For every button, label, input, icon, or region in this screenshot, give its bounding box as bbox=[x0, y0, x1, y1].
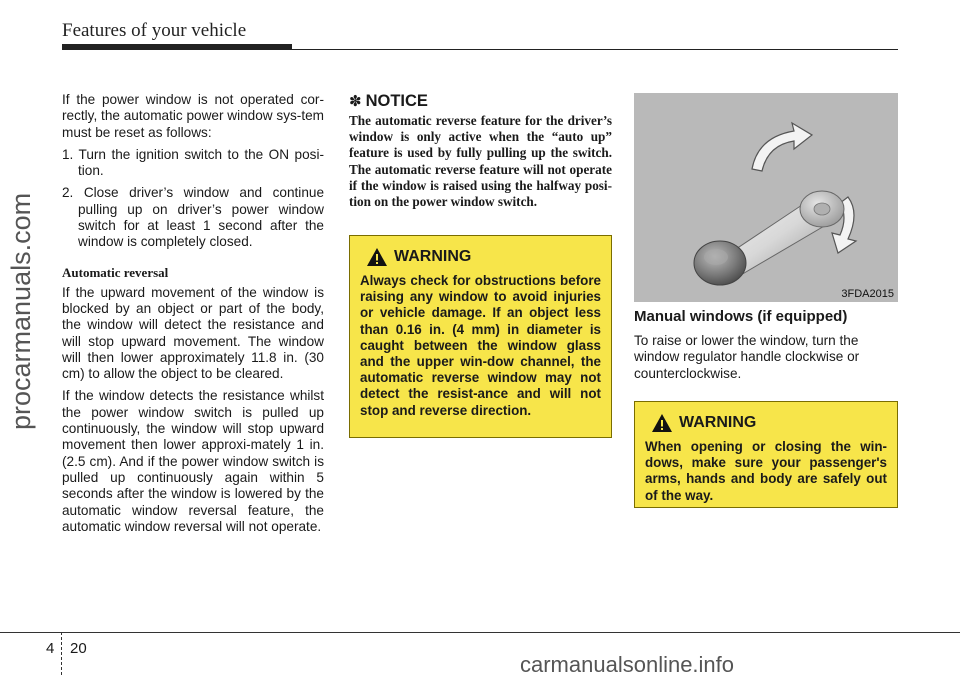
warning-title: WARNING bbox=[679, 414, 757, 431]
page-number: 20 bbox=[70, 640, 87, 657]
column-middle bbox=[349, 92, 612, 210]
notice-text: The automatic reverse feature for the driver’s window is only active when the “auto up” feature is used by fully pulling up the switch. The automatic reverse feature will not operate if the window is raised using the halfway posi-tion on the power window switch. bbox=[349, 113, 612, 210]
reversal-paragraph-2: If the window detects the resistance whilst the power window switch is pulled up continuously, the window will stop upward movement then lower approxi-mately 1 in. (2.5 cm). And if the power window switch is pulled up continuously again within 5 seconds after the window is lowered by the automatic window reversal feature, the automatic window reversal will not operate. bbox=[62, 388, 324, 534]
warning-box-passengers bbox=[634, 401, 898, 508]
reset-steps bbox=[62, 147, 324, 251]
window-regulator-figure bbox=[634, 93, 898, 302]
chapter-number: 4 bbox=[46, 640, 55, 657]
warning-triangle-icon bbox=[651, 413, 673, 433]
intro-paragraph: If the power window is not operated cor-rectly, the automatic power window sys-tem must be reset as follows: bbox=[62, 92, 324, 140]
footer-rule bbox=[0, 632, 960, 633]
bottom-watermark[interactable]: carmanualsonline.info bbox=[520, 652, 735, 677]
reset-step-1: 1. Turn the ignition switch to the ON posi-tion. bbox=[62, 146, 324, 179]
warning-triangle-icon bbox=[366, 247, 388, 267]
figure-code: 3FDA2015 bbox=[841, 288, 894, 300]
manual-windows-text: To raise or lower the window, turn the window regulator handle clockwise or counterclockwise. bbox=[634, 333, 860, 381]
column-left bbox=[62, 92, 324, 541]
warning-text: Always check for obstructions before raising any window to avoid injuries or vehicle damage. If an object less than 0.16 in. (4 mm) in diameter is caught between the window glass and the upper win-dow channel, the automatic reverse window may not detect the resist-ance and will not stop and reverse direction. bbox=[360, 273, 601, 418]
warning-text: When opening or closing the win-dows, make sure your passenger's arms, hands and body are safely out of the way. bbox=[645, 439, 887, 503]
warning-box-obstructions bbox=[349, 235, 612, 438]
reversal-paragraph-1: If the upward movement of the window is blocked by an object or part of the body, the window will detect the resistance and will stop upward movement. The window will then lower approximately 11.8 in. (30 cm) to allow the object to be cleared. bbox=[62, 284, 324, 382]
notice-title bbox=[349, 92, 612, 111]
notice-star-icon: ✽ bbox=[349, 93, 362, 110]
column-right bbox=[634, 308, 898, 388]
header-rule bbox=[62, 49, 898, 50]
notice-title-text: NOTICE bbox=[365, 92, 428, 110]
footer-divider bbox=[61, 632, 63, 675]
automatic-reversal-heading: Automatic reversal bbox=[62, 264, 169, 280]
reset-step-2: 2. Close driver’s window and continue pulling up on driver’s power window switch for at least 1 second after the window is completely closed. bbox=[62, 185, 324, 250]
window-handle-illustration bbox=[634, 93, 898, 302]
warning-title: WARNING bbox=[394, 248, 472, 265]
page-header-title: Features of your vehicle bbox=[62, 20, 247, 41]
manual-windows-heading: Manual windows (if equipped) bbox=[634, 308, 848, 325]
warning-header bbox=[360, 247, 601, 267]
side-watermark[interactable]: procarmanuals.com bbox=[6, 192, 36, 430]
warning-header bbox=[645, 413, 887, 433]
